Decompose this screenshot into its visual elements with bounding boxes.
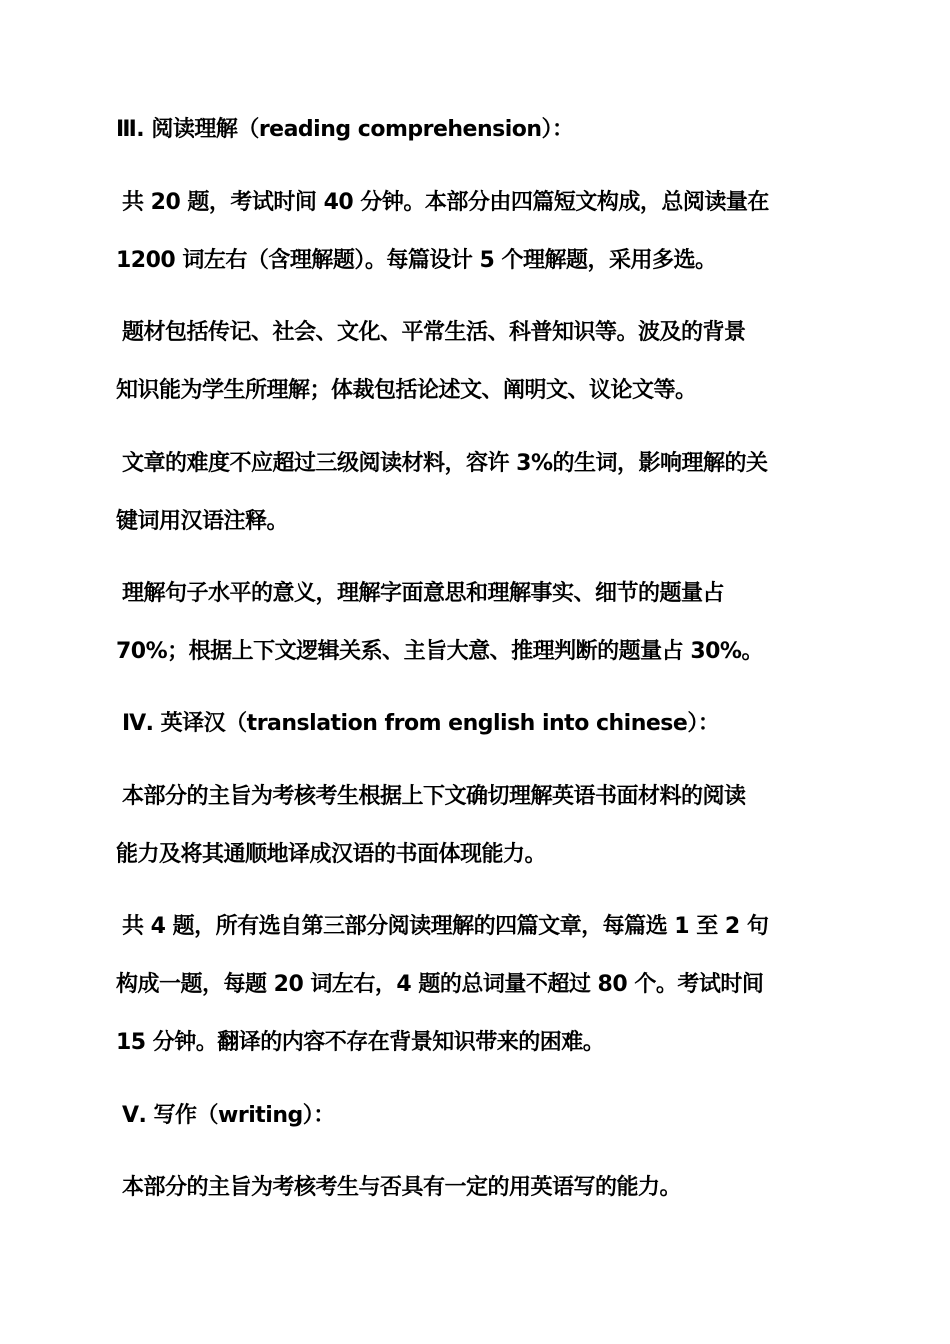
paragraph-line: 本部分的主旨为考核考生根据上下文确切理解英语书面材料的阅读 [122,784,746,809]
section-heading-reading: Ⅲ. 阅读理解（reading comprehension）： [116,117,574,142]
paragraph-line: 本部分的主旨为考核考生与否具有一定的用英语写的能力。 [122,1175,682,1200]
section-heading-writing: Ⅴ. 写作（writing）： [122,1103,335,1128]
paragraph-line: 15 分钟。翻译的内容不存在背景知识带来的困难。 [116,1030,605,1055]
paragraph-line: 共 4 题，所有选自第三部分阅读理解的四篇文章，每篇选 1 至 2 句 [122,914,769,939]
paragraph-line: 共 20 题，考试时间 40 分钟。本部分由四篇短文构成，总阅读量在 [122,190,769,215]
paragraph-line: 题材包括传记、社会、文化、平常生活、科普知识等。波及的背景 [122,320,746,345]
paragraph-line: 构成一题，每题 20 词左右，4 题的总词量不超过 80 个。考试时间 [116,972,764,997]
paragraph-line: 能力及将其通顺地译成汉语的书面体现能力。 [116,842,547,867]
paragraph-line: 1200 词左右（含理解题）。每篇设计 5 个理解题，采用多选。 [116,248,717,273]
paragraph-line: 文章的难度不应超过三级阅读材料，容许 3%的生词，影响理解的关 [122,451,768,476]
section-heading-translation: Ⅳ. 英译汉（translation from english into chinese）： [122,711,720,736]
paragraph-line: 知识能为学生所理解；体裁包括论述文、阐明文、议论文等。 [116,378,697,403]
paragraph-line: 键词用汉语注释。 [116,509,289,534]
paragraph-line: 理解句子水平的意义，理解字面意思和理解事实、细节的题量占 [122,581,725,606]
paragraph-line: 70%；根据上下文逻辑关系、主旨大意、推理判断的题量占 30%。 [116,639,763,664]
